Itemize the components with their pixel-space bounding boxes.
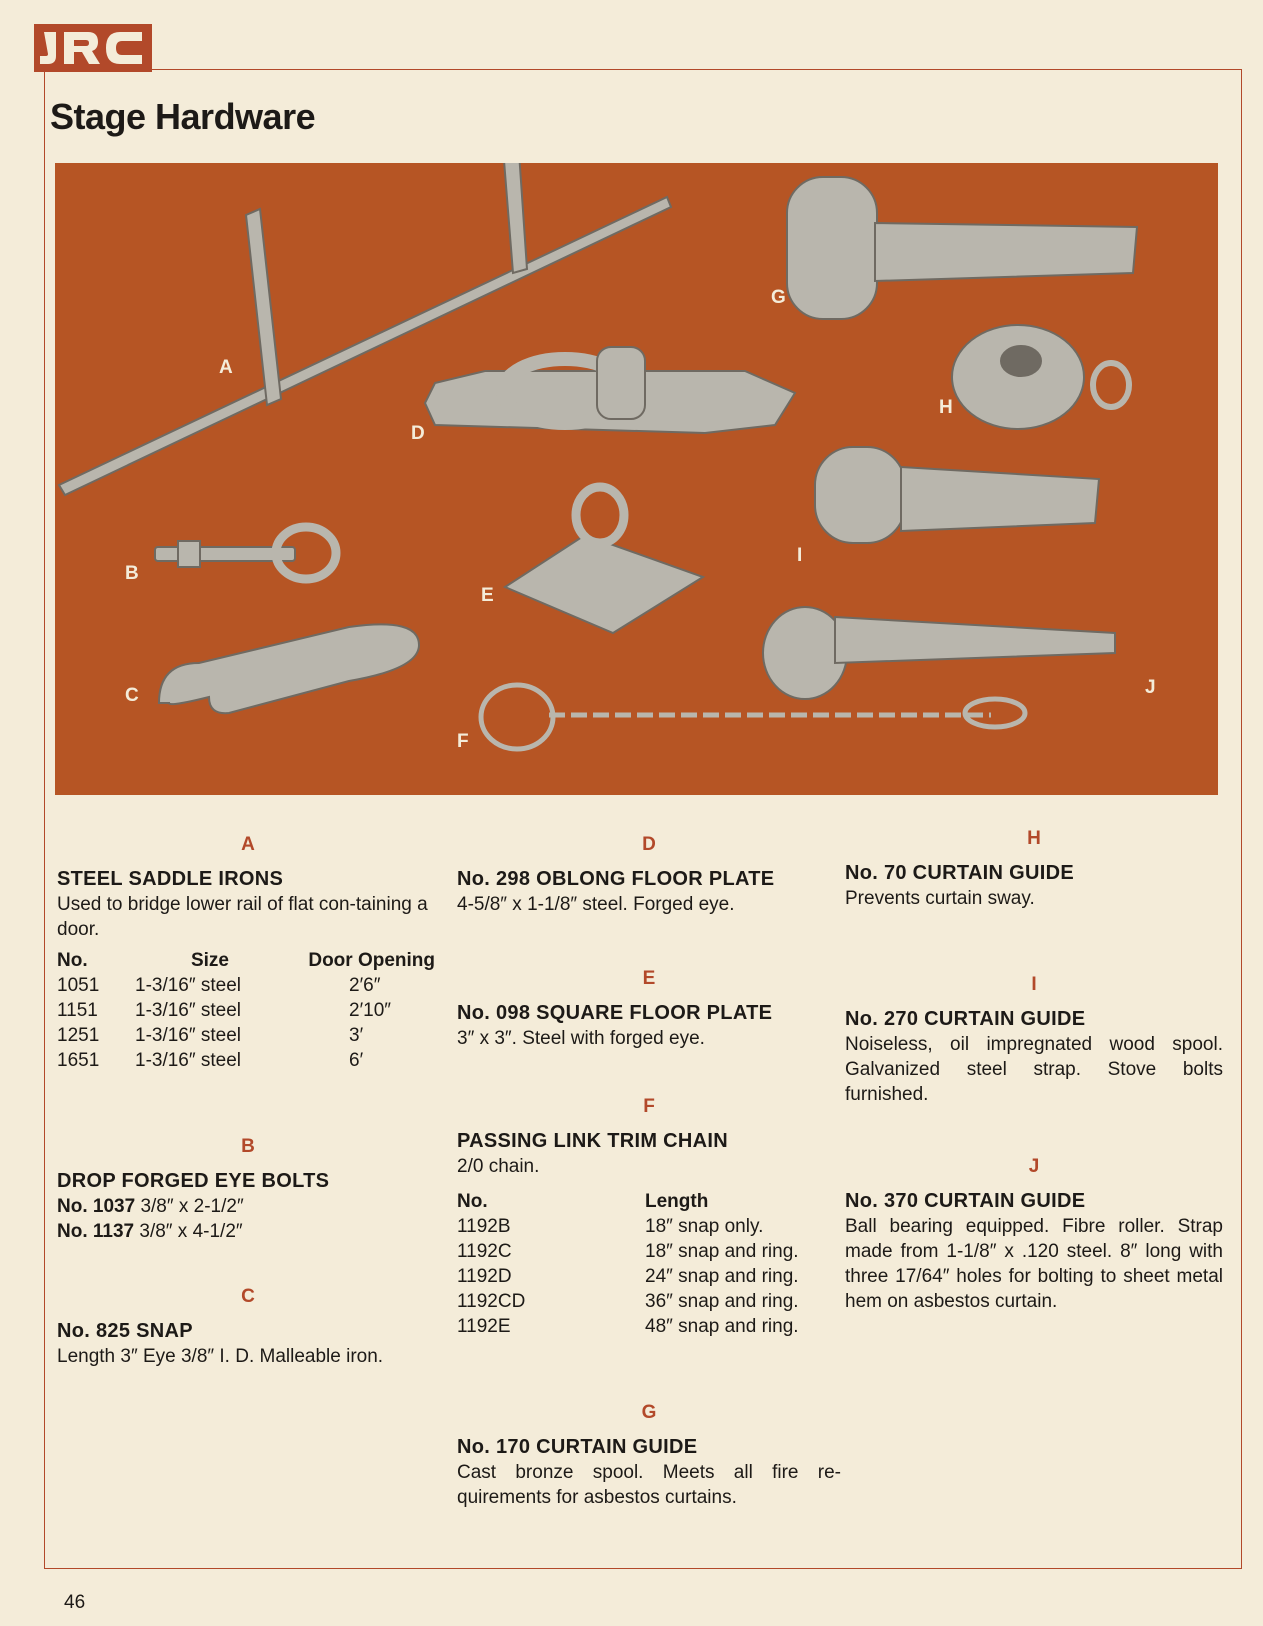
page-title: Stage Hardware [50,96,316,137]
page-number: 46 [64,1592,86,1613]
table-cell: 18″ snap and ring. [645,1241,799,1262]
table-cell: 1-3/16″ steel [135,1050,242,1071]
section-description: Length 3″ Eye 3/8″ I. D. Malleable iron. [57,1346,384,1367]
table-cell: 1-3/16″ steel [135,1025,242,1046]
photo-label-h: H [939,397,953,418]
section-description: Prevents curtain sway. [845,888,1035,909]
section-description: 3″ x 3″. Steel with forged eye. [457,1028,705,1049]
section-description: Used to bridge lower rail of flat con-taining a door. [57,894,428,940]
photo-label-e: E [481,585,494,606]
section-i [845,972,1223,1107]
table-cell: 18″ snap only. [645,1216,764,1237]
table-header: Size [190,950,230,971]
section-description: Ball bearing equipped. Fibre roller. Strap made from 1-1/8″ x .120 steel. 8″ long with three 17/64″ holes for bolting to sheet metal hem on asbestos curtain. [845,1216,1223,1312]
table-row [57,1023,435,1048]
section-letter: E [642,968,656,989]
section-description: Noiseless, oil impregnated wood spool. Galvanized steel strap. Stove bolts furnished. [845,1034,1223,1105]
eye-bolt-item: No. 1037 3/8″ x 2-1/2″ [57,1196,244,1217]
photo-label-g: G [771,287,786,308]
table-cell: 24″ snap and ring. [645,1266,799,1287]
section-letter: G [641,1402,657,1423]
section-letter: I [1031,974,1037,995]
table-cell: 48″ snap and ring. [645,1316,799,1337]
section-h [845,826,1223,911]
table-cell: 1151 [57,1000,98,1021]
section-letter: B [241,1136,255,1157]
photo-label-d: D [411,423,425,444]
photo-label-b: B [125,563,139,584]
table-cell: 1-3/16″ steel [135,975,242,996]
section-letter: A [241,834,255,855]
section-heading: No. 170 CURTAIN GUIDE [457,1436,698,1458]
table-row [57,998,435,1023]
jrc-logo [34,24,152,72]
section-heading: No. 825 SNAP [57,1320,193,1342]
table-cell: 3′ [349,1025,364,1046]
table-header: No. [457,1191,488,1212]
table-cell: 1192D [457,1266,512,1287]
section-heading: No. 098 SQUARE FLOOR PLATE [457,1002,773,1024]
table-header: Length [645,1191,709,1212]
section-b [57,1134,439,1244]
section-c [57,1284,439,1369]
table-cell: 1192B [457,1216,511,1237]
table-row [457,1314,837,1339]
table-cell: 2′10″ [349,1000,391,1021]
table-cell: 1651 [57,1050,100,1071]
table-cell: 1-3/16″ steel [135,1000,242,1021]
section-description: 4-5/8″ x 1-1/8″ steel. Forged eye. [457,894,735,915]
section-heading: No. 70 CURTAIN GUIDE [845,862,1074,884]
trim-chain-table [457,1189,837,1339]
section-a [57,832,439,1073]
table-row [457,1239,837,1264]
section-f [457,1094,841,1339]
table-row [57,1048,435,1073]
section-letter: C [241,1286,255,1307]
section-heading: PASSING LINK TRIM CHAIN [457,1130,728,1152]
section-letter: J [1028,1156,1040,1177]
table-cell: 1051 [57,975,100,996]
section-heading: No. 370 CURTAIN GUIDE [845,1190,1086,1212]
section-letter: D [642,834,656,855]
section-heading: No. 270 CURTAIN GUIDE [845,1008,1086,1030]
section-description: Cast bronze spool. Meets all fire re-quirements for asbestos curtains. [457,1462,841,1508]
section-heading: STEEL SADDLE IRONS [57,868,284,890]
table-header: Door Opening [308,950,435,971]
table-cell: 1251 [57,1025,100,1046]
product-photo [55,163,1218,795]
table-cell: 6′ [349,1050,364,1071]
section-heading: No. 298 OBLONG FLOOR PLATE [457,868,775,890]
section-description: 2/0 chain. [457,1156,540,1177]
table-cell: 1192E [457,1316,511,1337]
section-e [457,966,841,1051]
table-cell: 36″ snap and ring. [645,1291,799,1312]
photo-label-i: I [797,545,803,566]
table-row [457,1214,837,1239]
photo-label-c: C [125,685,139,706]
section-letter: F [643,1096,655,1117]
photo-label-j: J [1145,677,1156,698]
table-row [457,1264,837,1289]
saddle-iron-table [57,948,435,1073]
eye-bolt-item: No. 1137 3/8″ x 4-1/2″ [57,1221,243,1242]
table-cell: 2′6″ [349,975,381,996]
section-letter: H [1027,828,1041,849]
table-cell: 1192CD [457,1291,526,1312]
table-row [57,973,435,998]
table-cell: 1192C [457,1241,512,1262]
photo-label-a: A [219,357,233,378]
section-j [845,1154,1223,1314]
table-header: No. [57,950,88,971]
section-d [457,832,841,917]
section-heading: DROP FORGED EYE BOLTS [57,1170,330,1192]
photo-label-f: F [457,731,469,752]
table-row [457,1289,837,1314]
section-g [457,1400,841,1510]
